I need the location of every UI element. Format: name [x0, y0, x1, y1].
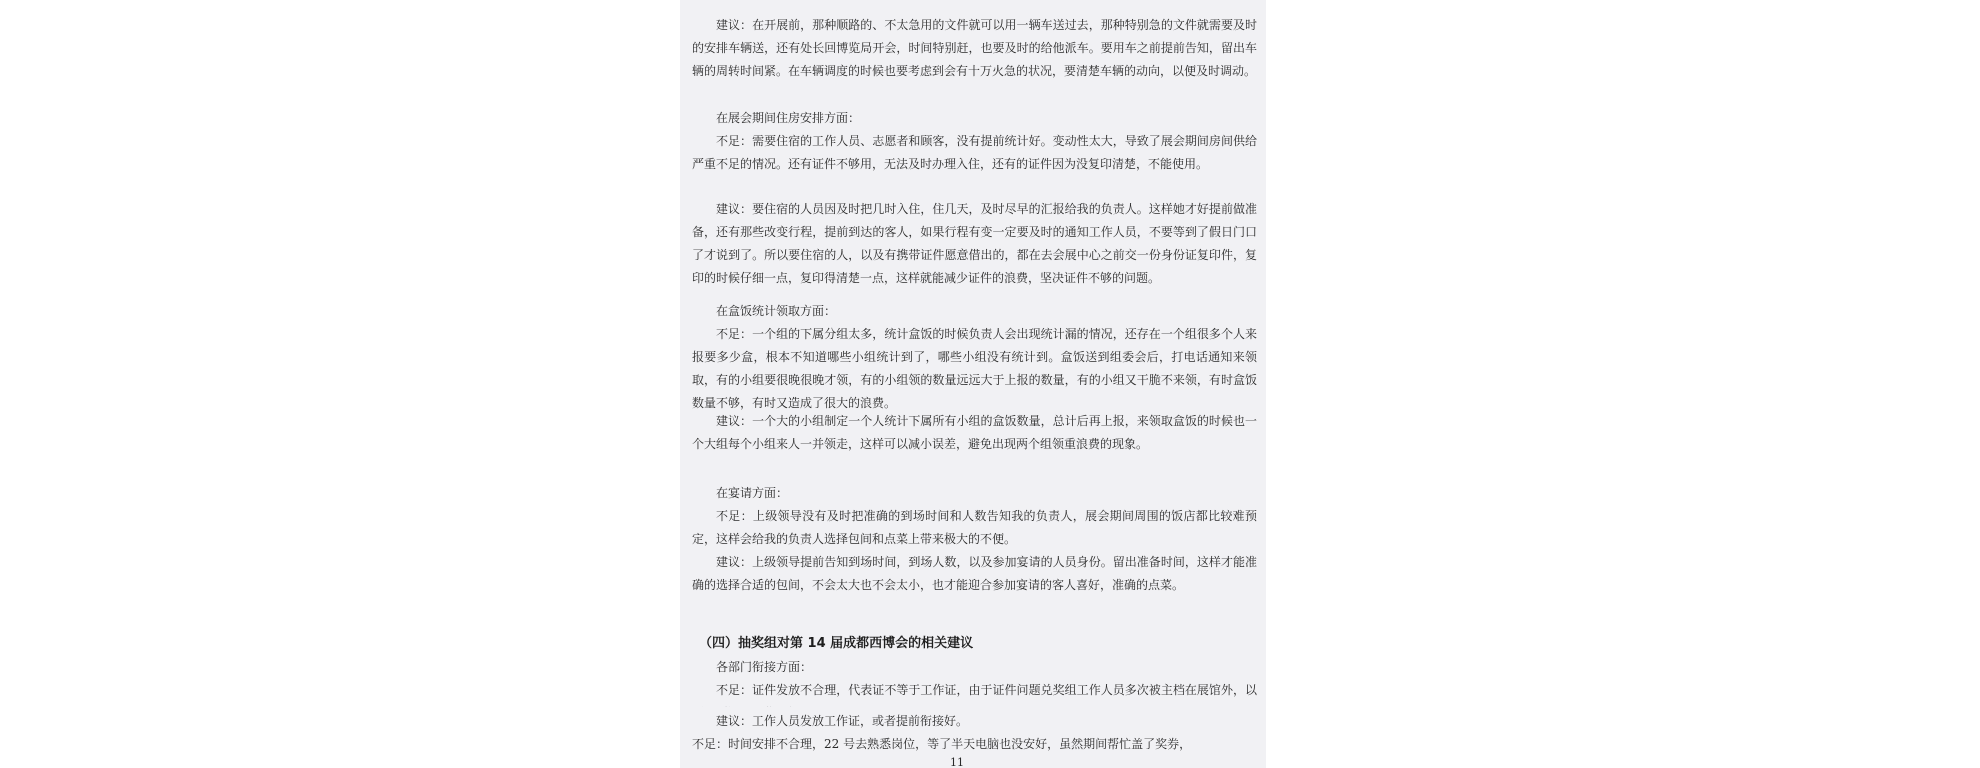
section-subtitle-banquet: 在宴请方面：	[716, 486, 789, 500]
section-subtitle-meals: 在盒饭统计领取方面：	[716, 304, 837, 318]
section-subtitle-housing: 在展会期间住房安排方面：	[716, 111, 861, 125]
paragraph: 建议：上级领导提前告知到场时间，到场人数，以及参加宴请的人员身份。留出准备时间，这样才能准确的选择合适的包间，不会太大也不会太小，也才能迎合参加宴请的客人喜好，准确的点菜。	[692, 555, 1257, 592]
paragraph: 建议：要住宿的人员因及时把几时入住，住几天，及时尽早的汇报给我的负责人。这样她才好提前做准备，还有那些改变行程，提前到达的客人，如果行程有变一定要及时的通知工作人员，不要等到了假日门口了才说到了。所以要住宿的人，以及有携带证件愿意借出的，都在去会展中心之前交一份身份证复印件，复印的时候仔细一点，复印得清楚一点，这样就能减少证件的浪费，坚决证件不够的问题。	[692, 202, 1257, 285]
paragraph: 不足：上级领导没有及时把准确的到场时间和人数告知我的负责人，展会期间周围的饭店都比较难预定，这样会给我的负责人选择包间和点菜上带来极大的不便。	[692, 509, 1257, 546]
section-subtitle-coordination: 各部门衔接方面：	[716, 660, 813, 674]
paragraph: 不足：一个组的下属分组太多，统计盒饭的时候负责人会出现统计漏的情况，还存在一个组很多个人来报要多少盒，根本不知道哪些小组统计到了，哪些小组没有统计到。盒饭送到组委会后，打电话通知来领取，有的小组要很晚很晚才领，有的小组领的数量远远大于上报的数量，有的小组又干脆不来领，有时盒饭数量不够，有时又造成了很大的浪费。	[692, 327, 1257, 410]
paragraph: 建议：一个大的小组制定一个人统计下属所有小组的盒饭数量，总计后再上报，来领取盒饭的时候也一个大组每个小组来人一并领走，这样可以减小误差，避免出现两个组领重浪费的现象。	[692, 414, 1257, 451]
section-heading: （四）抽奖组对第 14 届成都西博会的相关建议	[699, 636, 974, 651]
paragraph: 不足：需要住宿的工作人员、志愿者和顾客，没有提前统计好。变动性太大，导致了展会期间房间供给严重不足的情况。还有证件不够用，无法及时办理入住，还有的证件因为没复印清楚，不能使用。	[692, 134, 1257, 171]
page-number: 11	[950, 756, 964, 768]
paragraph: 建议：工作人员发放工作证，或者提前衔接好。	[716, 714, 969, 728]
paragraph: 建议：在开展前，那种顺路的、不太急用的文件就可以用一辆车送过去，那种特别急的文件就需要及时的安排车辆送，还有处长回博览局开会，时间特别赶，也要及时的给他派车。要用车之前提前告知，留出车辆的周转时间紧。在车辆调度的时候也要考虑到会有十万火急的状况，要清楚车辆的动向，以便及时调动。	[692, 18, 1257, 78]
paragraph: 不足：证件发放不合理，代表证不等于工作证，由于证件问题兑奖组工作人员多次被主档在展馆外，以	[716, 683, 1257, 697]
paragraph: 不足：时间安排不合理，22 号去熟悉岗位，等了半天电脑也没安好，虽然期间帮忙盖了奖券，	[692, 737, 1192, 751]
document-page	[680, 0, 1266, 768]
